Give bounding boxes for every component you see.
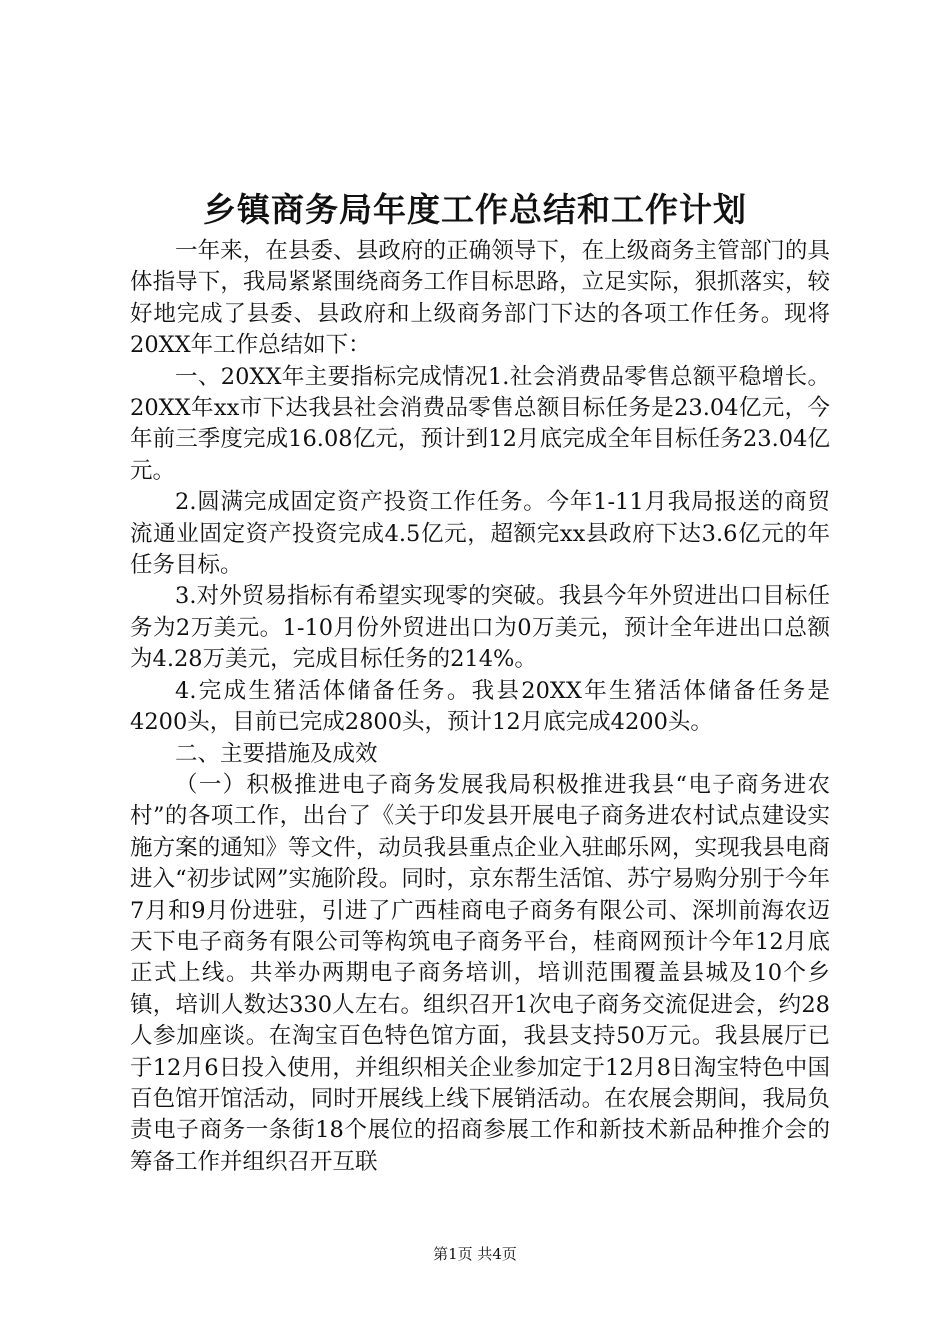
document-body (130, 236, 830, 1178)
paragraph-ecommerce: （一）积极推进电子商务发展我局积极推进我县“电子商务进农村”的各项工作，出台了《关于印发县开展电子商务进农村试点建设实施方案的通知》等文件，动员我县重点企业入驻邮乐网，实现我县电商进入“初步试网”实施阶段。同时，京东帮生活馆、苏宁易购分别于今年7月和9月份进驻，引进了广西桂商电子商务有限公司、深圳前海农迈天下电子商务有限公司等构筑电子商务平台，桂商网预计今年12月底正式上线。共举办两期电子商务培训，培训范围覆盖县城及10个乡镇，培训人数达330人左右。组织召开1次电子商务交流促进会，约28人参加座谈。在淘宝百色特色馆方面，我县支持50万元。我县展厅已于12月6日投入使用，并组织相关企业参加定于12月8日淘宝特色中国百色馆开馆活动，同时开展线上线下展销活动。在农展会期间，我局负责电子商务一条街18个展位的招商参展工作和新技术新品种推介会的筹备工作并组织召开互联 (130, 771, 830, 1175)
document-title: 乡镇商务局年度工作总结和工作计划 (203, 190, 747, 229)
page-footer: 第1页 共4页 (433, 1245, 517, 1263)
paragraph-intro: 一年来，在县委、县政府的正确领导下，在上级商务主管部门的具体指导下，我局紧紧围绕商务工作目标思路，立足实际，狠抓落实，较好地完成了县委、县政府和上级商务部门下达的各项工作任务。现将20XX年工作总结如下： (130, 238, 830, 359)
paragraph-indicator-1: 一、20XX年主要指标完成情况1.社会消费品零售总额平稳增长。20XX年xx市下达我县社会消费品零售总额目标任务是23.04亿元，今年前三季度完成16.08亿元，预计到12月底完成全年目标任务23.04亿元。 (130, 363, 830, 484)
paragraph-indicator-3: 3.对外贸易指标有希望实现零的突破。我县今年外贸进出口目标任务为2万美元。1-10月份外贸进出口为0万美元，预计全年进出口总额为4.28万美元，完成目标任务的214%。 (130, 583, 830, 673)
paragraph-indicator-4: 4.完成生猪活体储备任务。我县20XX年生猪活体储备任务是4200头，目前已完成2800头，预计12月底完成4200头。 (130, 677, 830, 736)
section-heading-measures: 二、主要措施及成效 (175, 740, 378, 767)
paragraph-indicator-2: 2.圆满完成固定资产投资工作任务。今年1-11月我局报送的商贸流通业固定资产投资完成4.5亿元，超额完xx县政府下达3.6亿元的年任务目标。 (130, 489, 830, 579)
